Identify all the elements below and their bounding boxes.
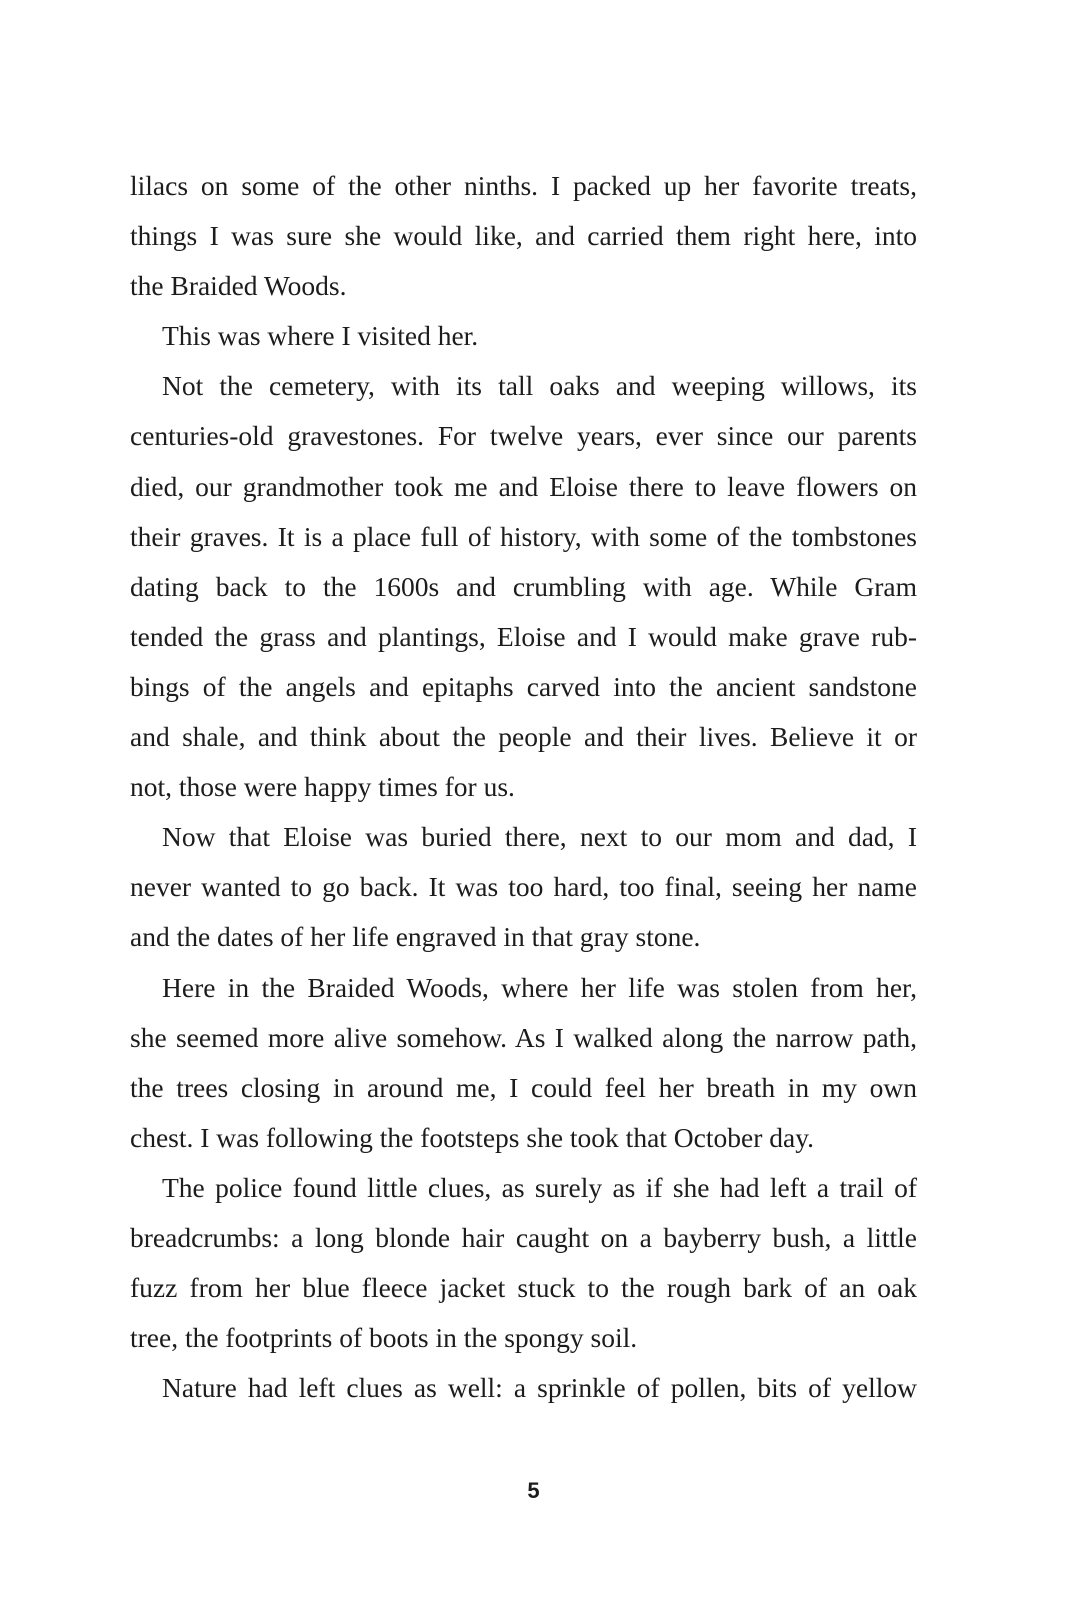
text-line: fuzz from her blue fleece jacket stuck to the rough bark of an oak [130, 1272, 917, 1304]
text-line: Now that Eloise was buried there, next to our mom and dad, I [162, 821, 917, 853]
text-line: chest. I was following the footsteps she took that October day. [130, 1121, 815, 1153]
text-line: tree, the footprints of boots in the spongy soil. [130, 1322, 638, 1354]
text-line: tended the grass and plantings, Eloise and I would make grave rub- [130, 620, 917, 652]
text-line: Here in the Braided Woods, where her life was stolen from her, [162, 971, 917, 1003]
text-line: This was where I visited her. [162, 320, 479, 352]
text-line: Nature had left clues as well: a sprinkle of pollen, bits of yellow [162, 1372, 917, 1404]
text-line: she seemed more alive somehow. As I walked along the narrow path, [130, 1021, 917, 1053]
text-line: never wanted to go back. It was too hard, too final, seeing her name [130, 871, 917, 903]
text-line: lilacs on some of the other ninths. I packed up her favorite treats, [130, 170, 917, 201]
text-line: Not the cemetery, with its tall oaks and weeping willows, its [162, 370, 917, 402]
text-line: their graves. It is a place full of history, with some of the tombstones [130, 520, 917, 552]
text-line: dating back to the 1600s and crumbling with age. While Gram [130, 570, 917, 602]
text-line: breadcrumbs: a long blonde hair caught on a bayberry bush, a little [130, 1221, 917, 1253]
page-number: 5 [527, 1478, 540, 1503]
text-line: The police found little clues, as surely as if she had left a trail of [162, 1171, 917, 1203]
text-line: not, those were happy times for us. [130, 771, 515, 803]
text-line: bings of the angels and epitaphs carved into the ancient sandstone [130, 670, 917, 702]
body-text [130, 161, 917, 1413]
text-line: and shale, and think about the people and their lives. Believe it or [130, 721, 917, 753]
text-line: died, our grandmother took me and Eloise there to leave flowers on [130, 470, 917, 502]
text-line: centuries-old gravestones. For twelve years, ever since our parents [130, 420, 917, 452]
text-line: and the dates of her life engraved in that gray stone. [130, 921, 701, 953]
text-line: the Braided Woods. [130, 270, 347, 302]
text-line: the trees closing in around me, I could feel her breath in my own [130, 1071, 917, 1103]
text-line: things I was sure she would like, and carried them right here, into [130, 220, 917, 252]
